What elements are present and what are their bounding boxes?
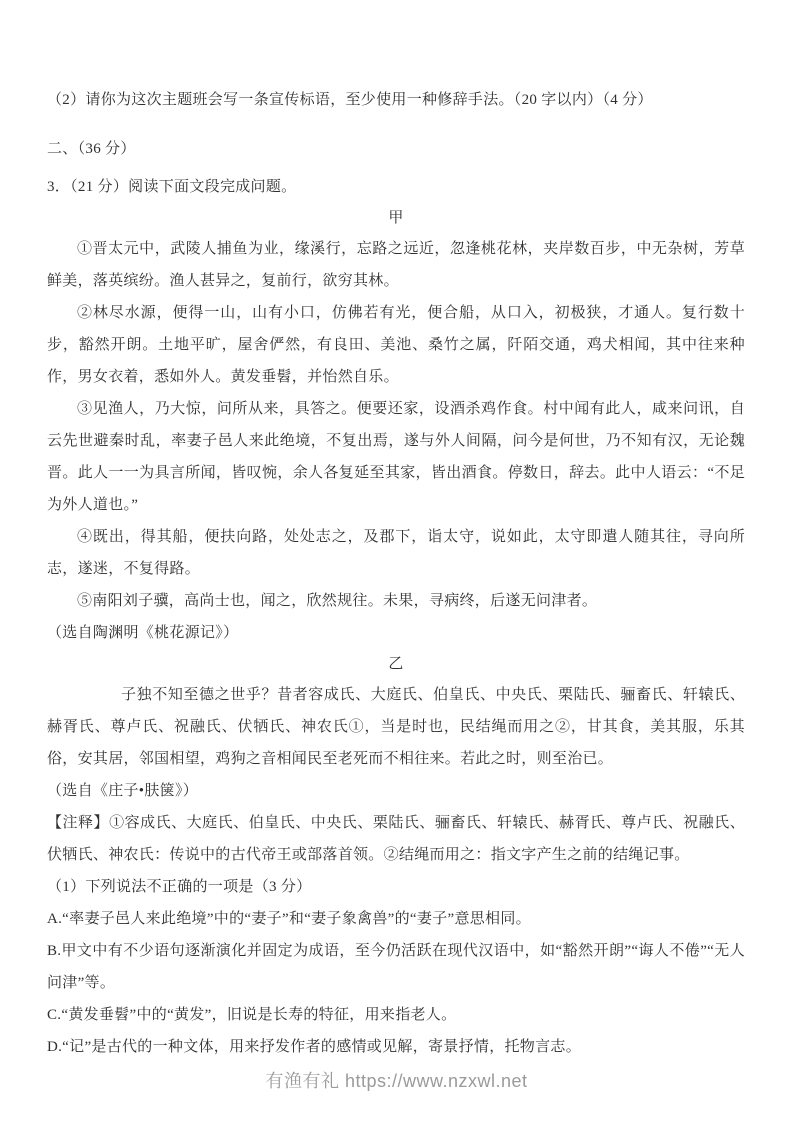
intro-line-question3: 3．（21 分）阅读下面文段完成问题。 (47, 179, 297, 195)
option-b: B.甲文中有不少语句逐渐演化并固定为成语，至今仍活跃在现代汉语中，如“豁然开朗”“诲人不倦”“无人问津”等。 (47, 943, 745, 991)
jia-paragraph-1: ①晋太元中，武陵人捕鱼为业，缘溪行，忘路之远近，忽逢桃花林，夹岸数百步，中无杂树，芳草鲜美，落英缤纷。渔人甚异之，复前行，欲穷其林。 (47, 241, 745, 289)
section-heading-yi: 乙 (388, 656, 404, 672)
option-c: C.“黄发垂髫”中的“黄发”，旧说是长寿的特征，用来指老人。 (47, 1007, 457, 1023)
source-attribution-yi: （选自《庄子•肤箧》） (47, 783, 199, 799)
section-heading-jia: 甲 (388, 210, 404, 226)
jia-paragraph-2: ②林尽水源，便得一山，山有小口，仿佛若有光，便合船，从口入，初极狭，才通人。复行数十步，豁然开朗。土地平旷，屋舍俨然，有良田、美池、桑竹之属，阡陌交通，鸡犬相闻，其中往来种作，男女衣着，悉如外人。黄发垂髫，并怡然自乐。 (47, 305, 745, 385)
jia-paragraph-4: ④既出，得其船，便扶向路，处处志之，及郡下，诣太守，说如此，太守即遣人随其往，寻向所志，遂迷，不复得路。 (47, 529, 745, 577)
yi-paragraph: 子独不知至德之世乎？昔者容成氏、大庭氏、伯皇氏、中央氏、栗陆氏、骊畜氏、轩辕氏、赫胥氏、尊卢氏、祝融氏、伏牺氏、神农氏①，当是时也，民结绳而用之②，甘其食，美其服，乐其俗，安其居，邻国相望，鸡狗之音相闻民至老死而不相往来。若此之时，则至治已。 (47, 687, 745, 767)
document-body (47, 84, 745, 1063)
jia-paragraph-3: ③见渔人，乃大惊，问所从来，具答之。便要还家，设酒杀鸡作食。村中闻有此人，咸来问讯，自云先世避秦时乱，率妻子邑人来此绝境，不复出焉，遂与外人间隔，问今是何世，乃不知有汉，无论魏晋。此人一一为具言所闻，皆叹惋，余人各复延至其家，皆出酒食。停数日，辞去。此中人语云：“不足为外人道也。” (47, 401, 745, 513)
watermark-footer: 有渔有礼 https://www.nzxwl.net (265, 1071, 528, 1091)
intro-line-section2: 二、（36 分） (47, 141, 136, 157)
intro-line-question2: （2）请你为这次主题班会写一条宣传标语，至少使用一种修辞手法。（20 字以内）（4 分） (47, 92, 653, 108)
jia-paragraph-5: ⑤南阳刘子骥，高尚士也，闻之，欣然规往。未果，寻病终，后遂无问津者。 (77, 593, 598, 609)
question-stem: （1）下列说法不正确的一项是（3 分） (47, 879, 312, 895)
annotation-notes: 【注释】①容成氏、大庭氏、伯皇氏、中央氏、栗陆氏、骊畜氏、轩辕氏、赫胥氏、尊卢氏、祝融氏、伏牺氏、神农氏：传说中的古代帝王或部落首领。②结绳而用之：指文字产生之前的结绳记事。 (47, 815, 745, 863)
option-d: D.“记”是古代的一种文体，用来抒发作者的感情或见解，寄景抒情，托物言志。 (47, 1039, 582, 1055)
option-a: A.“率妻子邑人来此绝境”中的“妻子”和“妻子象禽兽”的“妻子”意思相同。 (47, 911, 531, 927)
source-attribution-jia: （选自陶渊明《桃花源记》） (47, 625, 239, 641)
